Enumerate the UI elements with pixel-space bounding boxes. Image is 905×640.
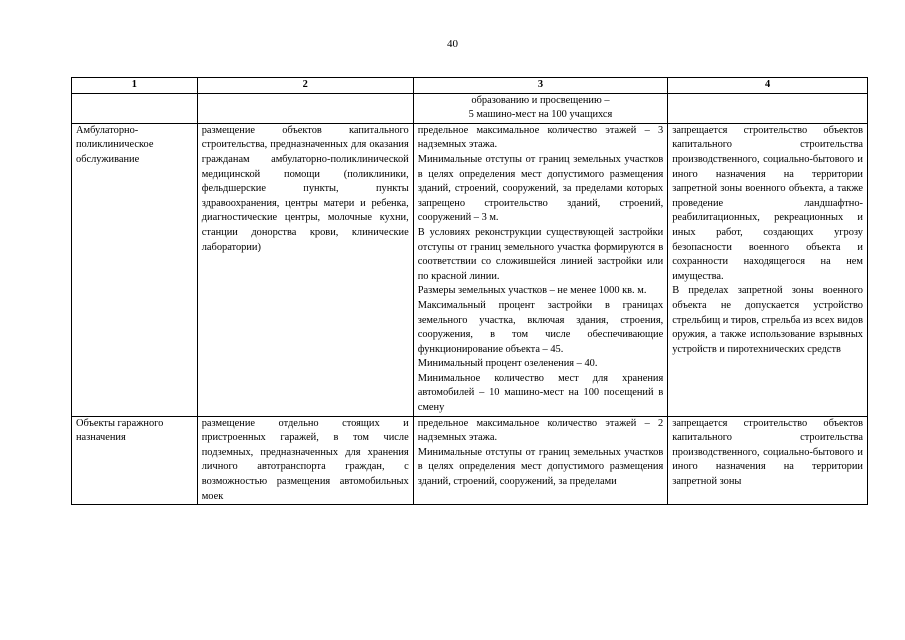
regulations-table — [71, 77, 868, 505]
continuation-cell-1 — [72, 93, 198, 123]
parameter-item: предельное максимальное количество этажей – 3 надземных этажа. — [417, 124, 664, 151]
row-parameters — [413, 416, 668, 505]
continuation-cell-2 — [197, 93, 413, 123]
table-row — [72, 416, 868, 505]
table-header-row — [72, 78, 868, 94]
continuation-row — [72, 93, 868, 123]
table-row — [72, 123, 868, 416]
parameter-item: Минимальные отступы от границ земельных участков в целях определения мест допустимого размещения зданий, строений, сооружений, за пределами которых запрещено строительство зданий, строений, сооружений – 3 м. — [417, 153, 664, 224]
row-description: размещение объектов капитального строительства, предназначенных для оказания гражданам амбулаторно-поликлинической медицинской помощи (поликлиники, фельдшерские пункты, пункты здравоохранения, центры матери и ребенка, диагностические центры, молочные кухни, станции донорства крови, клинические лаборатории) — [197, 123, 413, 416]
row-parameters — [413, 123, 668, 416]
header-col-1: 1 — [72, 78, 198, 94]
header-col-2: 2 — [197, 78, 413, 94]
parameter-item: Минимальный процент озеленения – 40. — [417, 358, 598, 370]
row-description: размещение отдельно стоящих и пристроенных гаражей, в том числе подземных, предназначенных для хранения личного автотранспорта граждан, с возможностью размещения автомобильных моек — [197, 416, 413, 505]
row-restrictions — [668, 123, 868, 416]
parameter-item: Минимальное количество мест для хранения автомобилей – 10 машино-мест на 100 посещений в смену — [417, 372, 664, 414]
parameter-item: Максимальный процент застройки в границах земельного участка, включая здания, строения, сооружения, в том числе обеспечивающие функционирование объекта – 45. — [417, 299, 664, 355]
parameter-item: Размеры земельных участков – не менее 1000 кв. м. — [417, 285, 647, 297]
header-col-4: 4 — [668, 78, 868, 94]
parameter-item: В условиях реконструкции существующей застройки отступы от границ земельного участка формируются в соответствии со сложившейся линией застройки или по красной линии. — [417, 226, 664, 282]
continuation-line-2: 5 машино-мест на 100 учащихся — [468, 109, 613, 121]
parameter-item: предельное максимальное количество этажей – 2 надземных этажа. — [417, 417, 664, 444]
row-restrictions — [668, 416, 868, 505]
parameter-item: Минимальные отступы от границ земельных участков в целях определения мест допустимого размещения зданий, строений, сооружений, за пределами — [417, 446, 664, 488]
page-number: 40 — [447, 38, 458, 50]
row-name: Объекты гаражного назначения — [72, 416, 198, 505]
continuation-cell-4 — [668, 93, 868, 123]
restriction-item: В пределах запретной зоны военного объекта не допускается устройство стрельбищ и тиров, стрельба из всех видов оружия, а также использование взрывных устройств и пиротехнических средств — [672, 285, 863, 355]
restriction-item: запрещается строительство объектов капитального строительства производственного, социально-бытового и иного назначения на территории запретной зоны военного объекта, а также проведение ландшафтно-реабилитационных, рекреационных и иных работ, создающих угрозу безопасности военного объекта и сохранности находящегося на нем имущества. — [672, 124, 863, 282]
header-col-3: 3 — [413, 78, 668, 94]
continuation-line-1: образованию и просвещению – — [471, 94, 610, 106]
restriction-item: запрещается строительство объектов капитального строительства производственного, социально-бытового и иного назначения на территории запретной зоны — [672, 417, 863, 488]
continuation-cell-3 — [413, 93, 668, 123]
row-name: Амбулаторно-поликлиническое обслуживание — [72, 123, 198, 416]
